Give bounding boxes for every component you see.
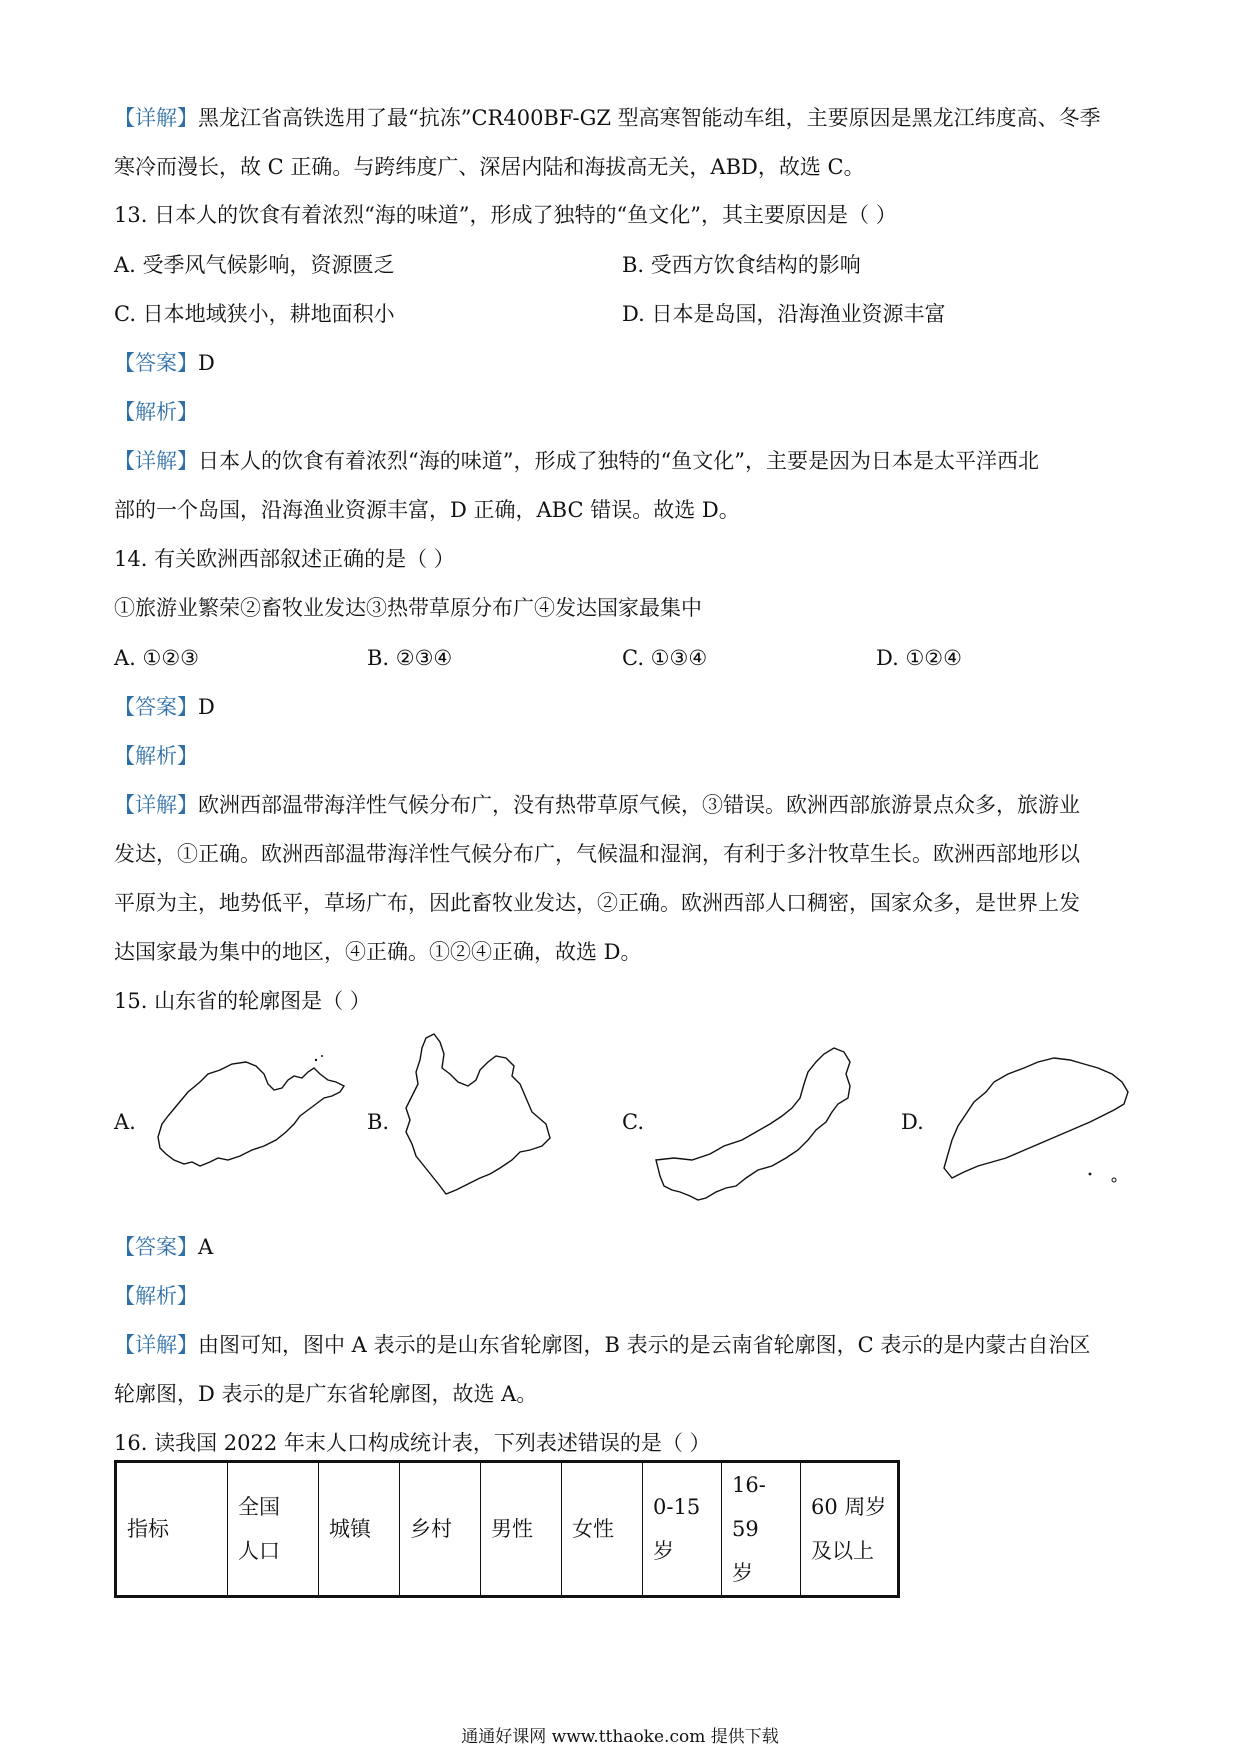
question-14-analysis (114, 741, 198, 771)
cell-text: 指标 (127, 1517, 169, 1541)
question-14-option-c: C. ①③④ (622, 646, 708, 670)
cell-text: 人口 (238, 1539, 280, 1563)
question-14-detail-line (114, 790, 1080, 820)
detail-text: 欧洲西部温带海洋性气候分布广，没有热带草原气候，③错误。欧洲西部旅游景点众多，旅游业 (198, 793, 1080, 817)
detail-paragraph-line (114, 103, 1101, 133)
cell-text: 60 周岁 (811, 1495, 887, 1519)
table-header-cell (228, 1462, 319, 1597)
cell-text: 及以上 (811, 1539, 874, 1563)
detail-text: 由图可知，图中 A 表示的是山东省轮廓图，B 表示的是云南省轮廓图，C 表示的是内蒙古自治区 (198, 1333, 1091, 1357)
table-header-cell (562, 1462, 643, 1597)
detail-text: 部的一个岛国，沿海渔业资源丰富，D 正确，ABC 错误。故选 D。 (114, 498, 740, 522)
question-15-answer (114, 1232, 213, 1262)
detail-text: 达国家最为集中的地区，④正确。①②④正确，故选 D。 (114, 940, 642, 964)
question-14-answer (114, 692, 215, 722)
question-14-option-a: A. ①②③ (114, 646, 199, 670)
question-16-stem: 16. 读我国 2022 年末人口构成统计表，下列表述错误的是（ ） (114, 1431, 711, 1455)
detail-tag: 【详解】 (114, 106, 198, 130)
table-header-cell (319, 1462, 400, 1597)
question-13-option-c: C. 日本地域狭小，耕地面积小 (114, 302, 395, 326)
cell-text: 岁 (732, 1561, 753, 1585)
detail-text: 平原为主，地势低平，草场广布，因此畜牧业发达，②正确。欧洲西部人口稠密，国家众多，是世界上发 (114, 891, 1080, 915)
page-footer: 通通好课网 www.tthaoke.com 提供下载 (461, 1727, 779, 1747)
yunnan-outline-map (396, 1028, 556, 1203)
table-header-cell (643, 1462, 722, 1597)
answer-value: D (198, 695, 215, 719)
detail-text: 发达，①正确。欧洲西部温带海洋性气候分布广，气候温和湿润，有利于多汁牧草生长。欧洲西部地形以 (114, 842, 1080, 866)
population-stats-table (114, 1460, 900, 1598)
question-15-detail-line (114, 1330, 1090, 1360)
cell-text: 男性 (491, 1517, 533, 1541)
detail-tag: 【详解】 (114, 1333, 198, 1357)
shandong-outline-map (148, 1052, 348, 1172)
map-option-label-b: B. (367, 1110, 390, 1134)
answer-tag: 【答案】 (114, 695, 198, 719)
question-15-analysis (114, 1281, 198, 1311)
question-14-stem: 14. 有关欧洲西部叙述正确的是（ ） (114, 547, 455, 571)
answer-value: A (198, 1235, 214, 1259)
cell-text: 女性 (572, 1517, 614, 1541)
question-13-option-a: A. 受季风气候影响，资源匮乏 (114, 253, 395, 277)
table-header-cell (481, 1462, 562, 1597)
cell-text: 岁 (653, 1539, 674, 1563)
analysis-tag: 【解析】 (114, 400, 198, 424)
detail-text: 黑龙江省高铁选用了最“抗冻”CR400BF-GZ 型高寒智能动车组，主要原因是黑龙江纬度高、冬季 (198, 106, 1101, 130)
question-14-statements: ①旅游业繁荣②畜牧业发达③热带草原分布广④发达国家最集中 (114, 596, 702, 620)
detail-text: 轮廓图，D 表示的是广东省轮廓图，故选 A。 (114, 1382, 538, 1406)
map-option-label-c: C. (622, 1110, 644, 1134)
map-option-label-a: A. (114, 1110, 136, 1134)
detail-tag: 【详解】 (114, 449, 198, 473)
answer-tag: 【答案】 (114, 1235, 198, 1259)
answer-tag: 【答案】 (114, 351, 198, 375)
detail-text: 日本人的饮食有着浓烈“海的味道”，形成了独特的“鱼文化”，主要是因为日本是太平洋西北 (198, 449, 1039, 473)
question-13-option-b: B. 受西方饮食结构的影响 (622, 253, 861, 277)
table-header-cell (116, 1462, 228, 1597)
question-13-stem: 13. 日本人的饮食有着浓烈“海的味道”，形成了独特的“鱼文化”，其主要原因是（ ） (114, 203, 897, 227)
table-header-cell (722, 1462, 801, 1597)
question-14-option-d: D. ①②④ (876, 646, 962, 670)
cell-text: 城镇 (329, 1517, 371, 1541)
table-header-cell (801, 1462, 899, 1597)
analysis-tag: 【解析】 (114, 744, 198, 768)
map-option-label-d: D. (901, 1110, 924, 1134)
table-header-cell (400, 1462, 481, 1597)
guangdong-outline-map (934, 1048, 1134, 1188)
detail-text: 寒冷而漫长，故 C 正确。与跨纬度广、深居内陆和海拔高无关，ABD，故选 C。 (114, 155, 865, 179)
answer-value: D (198, 351, 215, 375)
inner-mongolia-outline-map (652, 1040, 862, 1215)
cell-text: 乡村 (410, 1517, 452, 1541)
detail-tag: 【详解】 (114, 793, 198, 817)
question-15-stem: 15. 山东省的轮廓图是（ ） (114, 989, 371, 1013)
question-13-option-d: D. 日本是岛国，沿海渔业资源丰富 (622, 302, 946, 326)
cell-text: 全国 (238, 1495, 280, 1519)
cell-text: 0-15 (653, 1495, 701, 1519)
question-14-option-b: B. ②③④ (367, 646, 453, 670)
table-header-row (116, 1462, 899, 1597)
question-13-detail-line (114, 446, 1039, 476)
question-13-answer (114, 348, 215, 378)
question-13-analysis (114, 397, 198, 427)
cell-text: 16-59 (732, 1473, 766, 1541)
analysis-tag: 【解析】 (114, 1284, 198, 1308)
